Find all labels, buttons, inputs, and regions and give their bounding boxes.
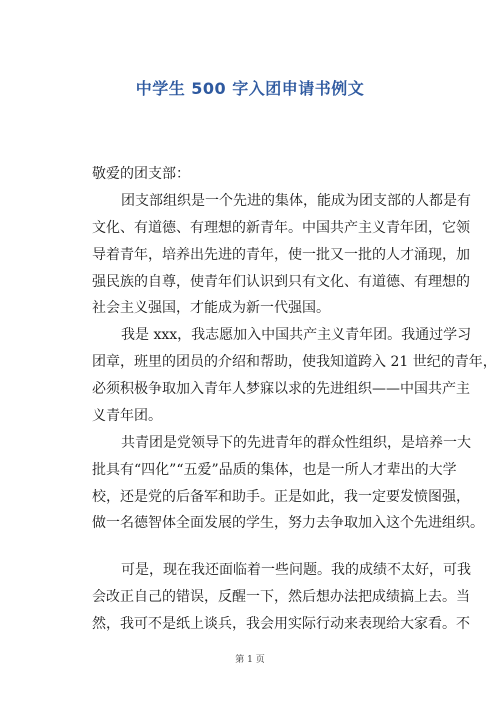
paragraph-line: 然，我可不是纸上谈兵，我会用实际行动来表现给大家看。不 — [92, 616, 470, 632]
paragraph-line: 做一名德智体全面发展的学生，努力去争取加入这个先进组织。 — [92, 515, 484, 531]
page-number: 第 1 页 — [235, 655, 265, 665]
paragraph-line: 团章，班里的团员的介绍和帮助，使我知道跨入 21 世纪的青年， — [92, 354, 497, 370]
salutation: 敬爱的团支部： — [92, 166, 190, 182]
paragraph-line: 义青年团。 — [92, 408, 162, 424]
paragraph-line: 批具有“四化”“五爱”品质的集体，也是一所人才辈出的大学 — [92, 462, 457, 478]
paragraph-line: 社会主义强国，才能成为新一代强国。 — [92, 300, 330, 316]
document-title: 中学生 500 字入团申请书例文 — [135, 79, 365, 98]
paragraph-line: 文化、有道德、有理想的新青年。中国共产主义青年团，它领 — [92, 220, 470, 236]
paragraph-line: 我是 xxx，我志愿加入中国共产主义青年团。我通过学习 — [121, 327, 472, 343]
paragraph-line: 可是，现在我还面临着一些问题。我的成绩不太好，可我 — [121, 562, 471, 578]
paragraph-line: 必须积极争取加入青年人梦寐以求的先进组织——中国共产主 — [92, 381, 470, 397]
paragraph-line: 共青团是党领导下的先进青年的群众性组织，是培养一大 — [121, 435, 471, 451]
paragraph-line: 会改正自己的错误，反醒一下，然后想办法把成绩搞上去。当 — [92, 589, 470, 605]
paragraph-line: 强民族的自尊，使青年们认识到只有文化、有道德、有理想的 — [92, 274, 470, 290]
paragraph-line: 校，还是党的后备军和助手。正是如此，我一定要发愤图强， — [92, 489, 470, 505]
paragraph-line: 导着青年，培养出先进的青年，使一批又一批的人才涌现，加 — [92, 247, 470, 263]
paragraph-line: 团支部组织是一个先进的集体，能成为团支部的人都是有 — [121, 193, 471, 209]
